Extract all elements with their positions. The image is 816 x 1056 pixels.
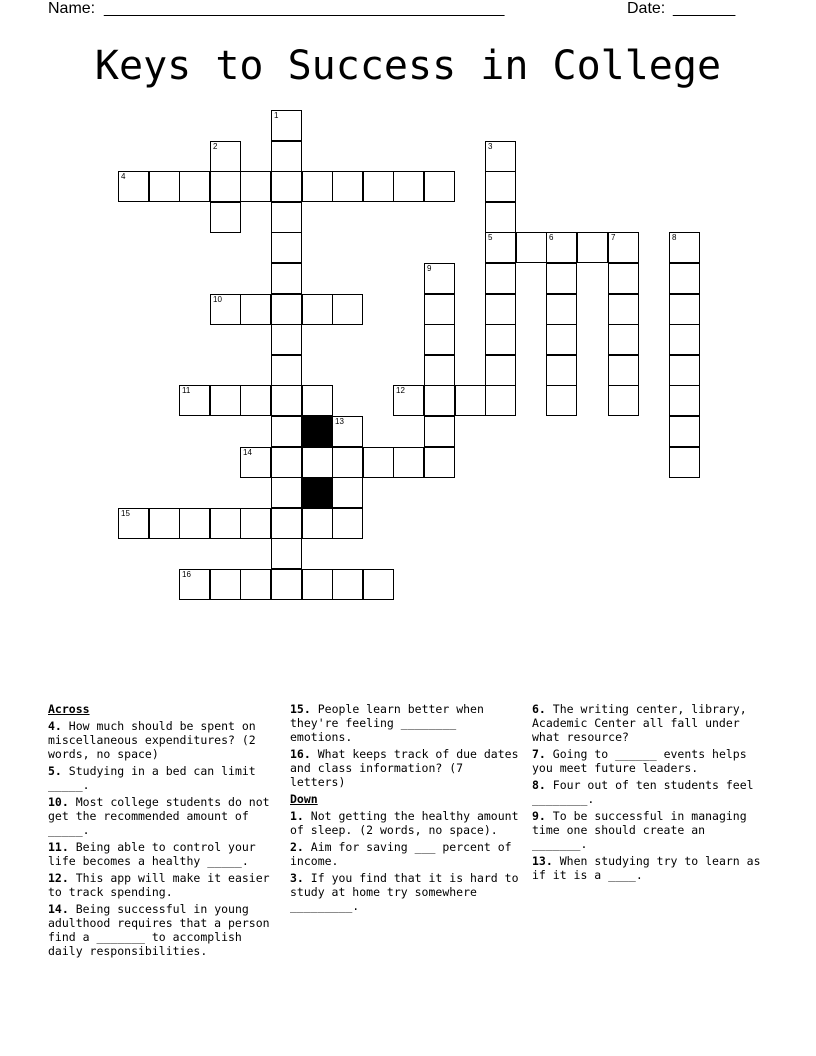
grid-cell[interactable] [577, 232, 608, 263]
name-label: Name: [48, 0, 96, 17]
grid-cell[interactable] [271, 385, 302, 416]
grid-cell[interactable] [332, 569, 363, 600]
grid-cell[interactable] [669, 232, 700, 263]
grid-cell[interactable] [302, 508, 333, 539]
clue-across-15: 15. People learn better when they're feeling ________ emotions. [290, 702, 484, 744]
grid-cell[interactable] [210, 141, 241, 172]
clue-down-7: 7. Going to ______ events helps you meet future leaders. [532, 747, 747, 775]
grid-cell[interactable] [271, 447, 302, 478]
grid-cell[interactable] [393, 171, 424, 202]
grid-cell[interactable] [424, 263, 455, 294]
clue-number: 13 [335, 417, 344, 426]
grid-cell[interactable] [240, 385, 271, 416]
grid-cell[interactable] [210, 508, 241, 539]
grid-cell[interactable] [546, 263, 577, 294]
grid-cell[interactable] [271, 294, 302, 325]
clue-across-14: 14. Being successful in young adulthood requires that a person find a _______ to accomplish daily responsibilities. [48, 902, 270, 958]
clue-down-13: 13. When studying try to learn as if it is a ____. [532, 854, 761, 882]
grid-cell[interactable] [546, 232, 577, 263]
grid-cell[interactable] [271, 324, 302, 355]
grid-cell[interactable] [179, 385, 210, 416]
grid-cell[interactable] [669, 294, 700, 325]
clue-number: 16 [182, 570, 191, 579]
date-field[interactable]: _______ [673, 0, 736, 17]
grid-cell[interactable] [669, 263, 700, 294]
clue-number: 2 [213, 142, 218, 151]
grid-cell[interactable] [302, 569, 333, 600]
grid-cell[interactable] [179, 508, 210, 539]
grid-cell[interactable] [424, 447, 455, 478]
blocked-cell [302, 477, 333, 508]
grid-cell[interactable] [485, 355, 516, 386]
grid-cell[interactable] [210, 294, 241, 325]
grid-cell[interactable] [424, 355, 455, 386]
clue-across-5: 5. Studying in a bed can limit _____. [48, 764, 256, 792]
clue-number: 5 [488, 233, 493, 242]
grid-cell[interactable] [424, 385, 455, 416]
clue-number: 15 [121, 509, 130, 518]
grid-cell[interactable] [179, 569, 210, 600]
grid-cell[interactable] [424, 324, 455, 355]
grid-cell[interactable] [669, 416, 700, 447]
grid-cell[interactable] [271, 202, 302, 233]
clue-down-3: 3. If you find that it is hard to study at home try somewhere _________. [290, 871, 519, 913]
grid-cell[interactable] [271, 355, 302, 386]
grid-cell[interactable] [271, 110, 302, 141]
grid-cell[interactable] [271, 569, 302, 600]
grid-cell[interactable] [149, 508, 180, 539]
grid-cell[interactable] [485, 263, 516, 294]
grid-cell[interactable] [210, 385, 241, 416]
grid-cell[interactable] [271, 477, 302, 508]
clues-column-3 [532, 702, 764, 885]
clue-number: 9 [427, 264, 432, 273]
grid-cell[interactable] [608, 385, 639, 416]
grid-cell[interactable] [669, 447, 700, 478]
grid-cell[interactable] [332, 477, 363, 508]
grid-cell[interactable] [332, 508, 363, 539]
grid-cell[interactable] [271, 416, 302, 447]
grid-cell[interactable] [302, 294, 333, 325]
grid-cell[interactable] [608, 263, 639, 294]
grid-cell[interactable] [516, 232, 547, 263]
clue-number: 4 [121, 172, 126, 181]
grid-cell[interactable] [302, 171, 333, 202]
grid-cell[interactable] [669, 385, 700, 416]
grid-cell[interactable] [210, 171, 241, 202]
grid-cell[interactable] [608, 294, 639, 325]
grid-cell[interactable] [546, 385, 577, 416]
grid-cell[interactable] [608, 232, 639, 263]
grid-cell[interactable] [424, 171, 455, 202]
clue-number: 1 [274, 111, 279, 120]
date-label: Date: [627, 0, 666, 17]
blocked-cell [302, 416, 333, 447]
grid-cell[interactable] [608, 324, 639, 355]
grid-cell[interactable] [210, 569, 241, 600]
grid-cell[interactable] [424, 416, 455, 447]
clue-number: 11 [182, 386, 191, 395]
clue-across-16: 16. What keeps track of due dates and class information? (7 letters) [290, 747, 519, 789]
grid-cell[interactable] [210, 202, 241, 233]
clues-column-2 [290, 702, 522, 916]
grid-cell[interactable] [485, 202, 516, 233]
grid-cell[interactable] [485, 232, 516, 263]
grid-cell[interactable] [546, 324, 577, 355]
grid-cell[interactable] [332, 294, 363, 325]
clue-number: 8 [672, 233, 677, 242]
clue-number: 3 [488, 142, 493, 151]
clue-number: 6 [549, 233, 554, 242]
page-title: Keys to Success in College [94, 43, 722, 89]
grid-cell[interactable] [332, 416, 363, 447]
clues-column-1 [48, 702, 280, 961]
grid-cell[interactable] [118, 508, 149, 539]
grid-cell[interactable] [271, 263, 302, 294]
grid-cell[interactable] [669, 355, 700, 386]
grid-cell[interactable] [546, 355, 577, 386]
grid-cell[interactable] [363, 569, 394, 600]
grid-cell[interactable] [149, 171, 180, 202]
grid-cell[interactable] [118, 171, 149, 202]
grid-cell[interactable] [271, 141, 302, 172]
clue-number: 10 [213, 295, 222, 304]
grid-cell[interactable] [240, 508, 271, 539]
grid-cell[interactable] [669, 324, 700, 355]
grid-cell[interactable] [332, 171, 363, 202]
clue-across-11: 11. Being able to control your life becomes a healthy _____. [48, 840, 256, 868]
clue-number: 12 [396, 386, 405, 395]
grid-cell[interactable] [393, 385, 424, 416]
clue-across-12: 12. This app will make it easier to track spending. [48, 871, 270, 899]
grid-cell[interactable] [455, 385, 486, 416]
clue-down-1: 1. Not getting the healthy amount of sleep. (2 words, no space). [290, 809, 519, 837]
clue-down-2: 2. Aim for saving ___ percent of income. [290, 840, 512, 868]
grid-cell[interactable] [363, 447, 394, 478]
clue-number: 14 [243, 448, 252, 457]
grid-cell[interactable] [240, 569, 271, 600]
grid-cell[interactable] [302, 447, 333, 478]
clue-across-10: 10. Most college students do not get the recommended amount of _____. [48, 795, 270, 837]
grid-cell[interactable] [485, 294, 516, 325]
grid-cell[interactable] [485, 385, 516, 416]
grid-cell[interactable] [485, 141, 516, 172]
grid-cell[interactable] [271, 508, 302, 539]
grid-cell[interactable] [271, 538, 302, 569]
grid-cell[interactable] [608, 355, 639, 386]
grid-cell[interactable] [179, 171, 210, 202]
grid-cell[interactable] [485, 171, 516, 202]
grid-cell[interactable] [271, 171, 302, 202]
clue-number: 7 [611, 233, 616, 242]
grid-cell[interactable] [271, 232, 302, 263]
grid-cell[interactable] [485, 324, 516, 355]
grid-cell[interactable] [240, 171, 271, 202]
grid-cell[interactable] [240, 294, 271, 325]
name-field[interactable]: _____________________________________________ [104, 0, 505, 17]
grid-cell[interactable] [302, 385, 333, 416]
grid-cell[interactable] [424, 294, 455, 325]
across-heading: Across [48, 702, 90, 716]
grid-cell[interactable] [332, 447, 363, 478]
down-heading: Down [290, 792, 318, 806]
grid-cell[interactable] [240, 447, 271, 478]
grid-cell[interactable] [393, 447, 424, 478]
clue-down-6: 6. The writing center, library, Academic Center all fall under what resource? [532, 702, 747, 744]
grid-cell[interactable] [363, 171, 394, 202]
clue-down-8: 8. Four out of ten students feel ________. [532, 778, 754, 806]
clue-down-9: 9. To be successful in managing time one should create an _______. [532, 809, 747, 851]
clue-across-4: 4. How much should be spent on miscellaneous expenditures? (2 words, no space) [48, 719, 256, 761]
grid-cell[interactable] [546, 294, 577, 325]
